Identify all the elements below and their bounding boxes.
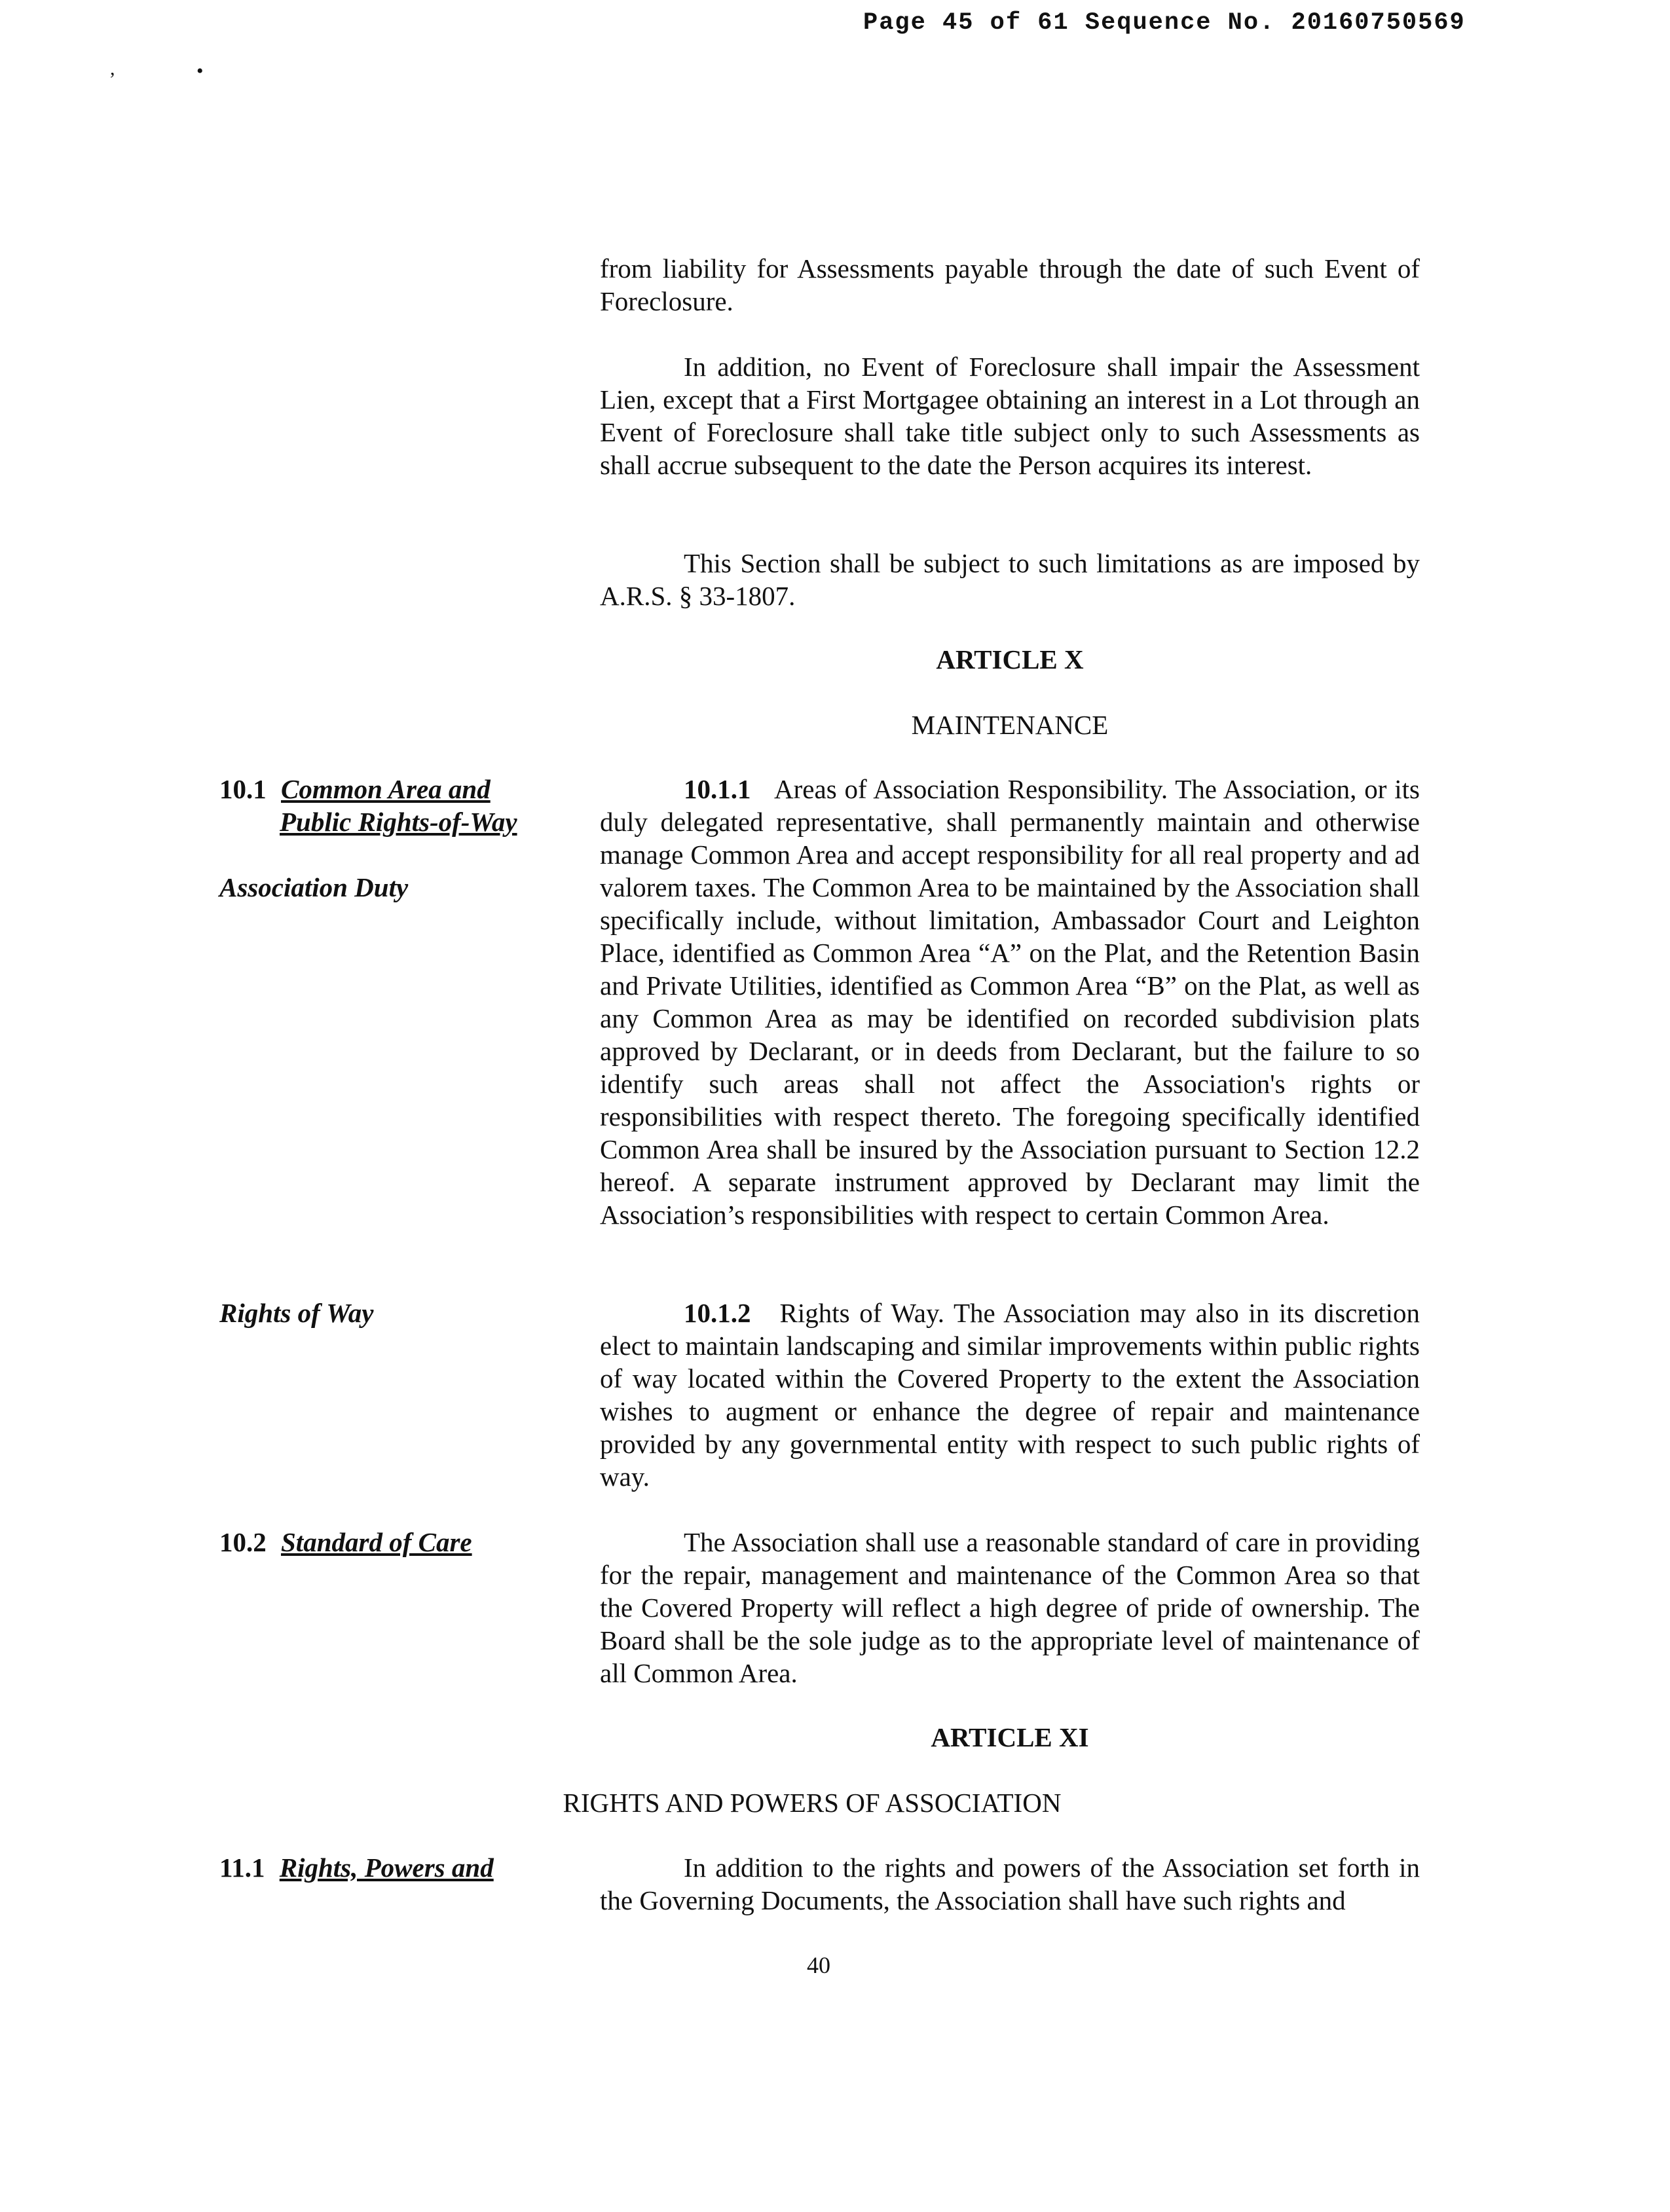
side-label-rights-of-way: Rights of Way bbox=[219, 1298, 374, 1328]
page-number: 40 bbox=[807, 1952, 830, 1978]
section-10-1-2 bbox=[600, 1297, 1420, 1493]
paragraph-foreclosure-liability: from liability for Assessments payable through the date of such Event of Foreclosure. bbox=[600, 253, 1420, 316]
paragraph-ars-limitations: This Section shall be subject to such limitations as are imposed by A.R.S. § 33-1807. bbox=[600, 548, 1420, 611]
section-10-2-body: The Association shall use a reasonable standard of care in providing for the repair, management and maintenance of the Common Area so that the Covered Property will reflect a high degree of pride of ownership. The Board shall be the sole judge as to the appropriate level of maintenance of all Common Area. bbox=[600, 1527, 1420, 1688]
section-10-1-1 bbox=[600, 773, 1420, 1231]
scan-mark: , bbox=[110, 58, 115, 79]
section-10-2-label bbox=[219, 1526, 560, 1558]
section-number: 10.1.2 bbox=[684, 1298, 751, 1328]
section-11-1-label bbox=[219, 1851, 560, 1884]
section-number: 10.2 bbox=[219, 1527, 267, 1557]
section-title: Rights, Powers and bbox=[279, 1853, 494, 1883]
section-body: Areas of Association Responsibility. The Association, or its duly delegated representative, shall permanently maintain and otherwise manage Common Area and accept responsibility for all real property and ad valorem taxes. The Common Area to be maintained by the Association shall specifically include, without limitation, Ambassador Court and Leighton Place, identified as Common Area “A” on the Plat, and the Retention Basin and Private Utilities, identified as Common Area “B” on the Plat, as well as any Common Area as may be identified on recorded subdivision plats approved by Declarant, or in deeds from Declarant, but the failure to so identify such areas shall not affect the Association's rights or responsibilities with respect thereto. The foregoing specifically identified Common Area shall be insured by the Association pursuant to Section 12.2 hereof. A separate instrument approved by Declarant may limit the Association’s responsibilities with respect to certain Common Area. bbox=[600, 774, 1420, 1230]
scan-mark: • bbox=[196, 60, 204, 82]
article-x-heading: ARTICLE X bbox=[936, 644, 1084, 674]
page-sequence-header: Page 45 of 61 Sequence No. 20160750569 bbox=[863, 9, 1466, 37]
article-xi-title: RIGHTS AND POWERS OF ASSOCIATION bbox=[563, 1788, 1062, 1818]
article-xi-heading: ARTICLE XI bbox=[931, 1722, 1089, 1752]
section-title: Common Area and bbox=[281, 774, 491, 804]
section-10-1-label bbox=[219, 773, 560, 838]
section-number: 10.1 bbox=[219, 774, 267, 804]
section-title-line2: Public Rights-of-Way bbox=[280, 807, 517, 837]
side-label-association-duty: Association Duty bbox=[219, 872, 409, 902]
section-title: Standard of Care bbox=[281, 1527, 472, 1557]
section-body: Rights of Way. The Association may also in its discretion elect to maintain landscaping and similar improvements within public rights of way located within the Covered Property to the extent the Association wishes to augment or enhance the degree of repair and maintenance provided by any governmental entity with respect to such public rights of way. bbox=[600, 1298, 1420, 1492]
paragraph-assessment-lien: In addition, no Event of Foreclosure shall impair the Assessment Lien, except that a First Mortgagee obtaining an interest in a Lot through an Event of Foreclosure shall take title subject only to such Assessments as shall accrue subsequent to the date the Person acquires its interest. bbox=[600, 352, 1420, 480]
article-x-title: MAINTENANCE bbox=[911, 710, 1109, 740]
section-11-1-body: In addition to the rights and powers of the Association set forth in the Governing Documents, the Association shall have such rights and bbox=[600, 1853, 1420, 1915]
section-number: 10.1.1 bbox=[684, 774, 751, 804]
section-number: 11.1 bbox=[219, 1853, 265, 1883]
